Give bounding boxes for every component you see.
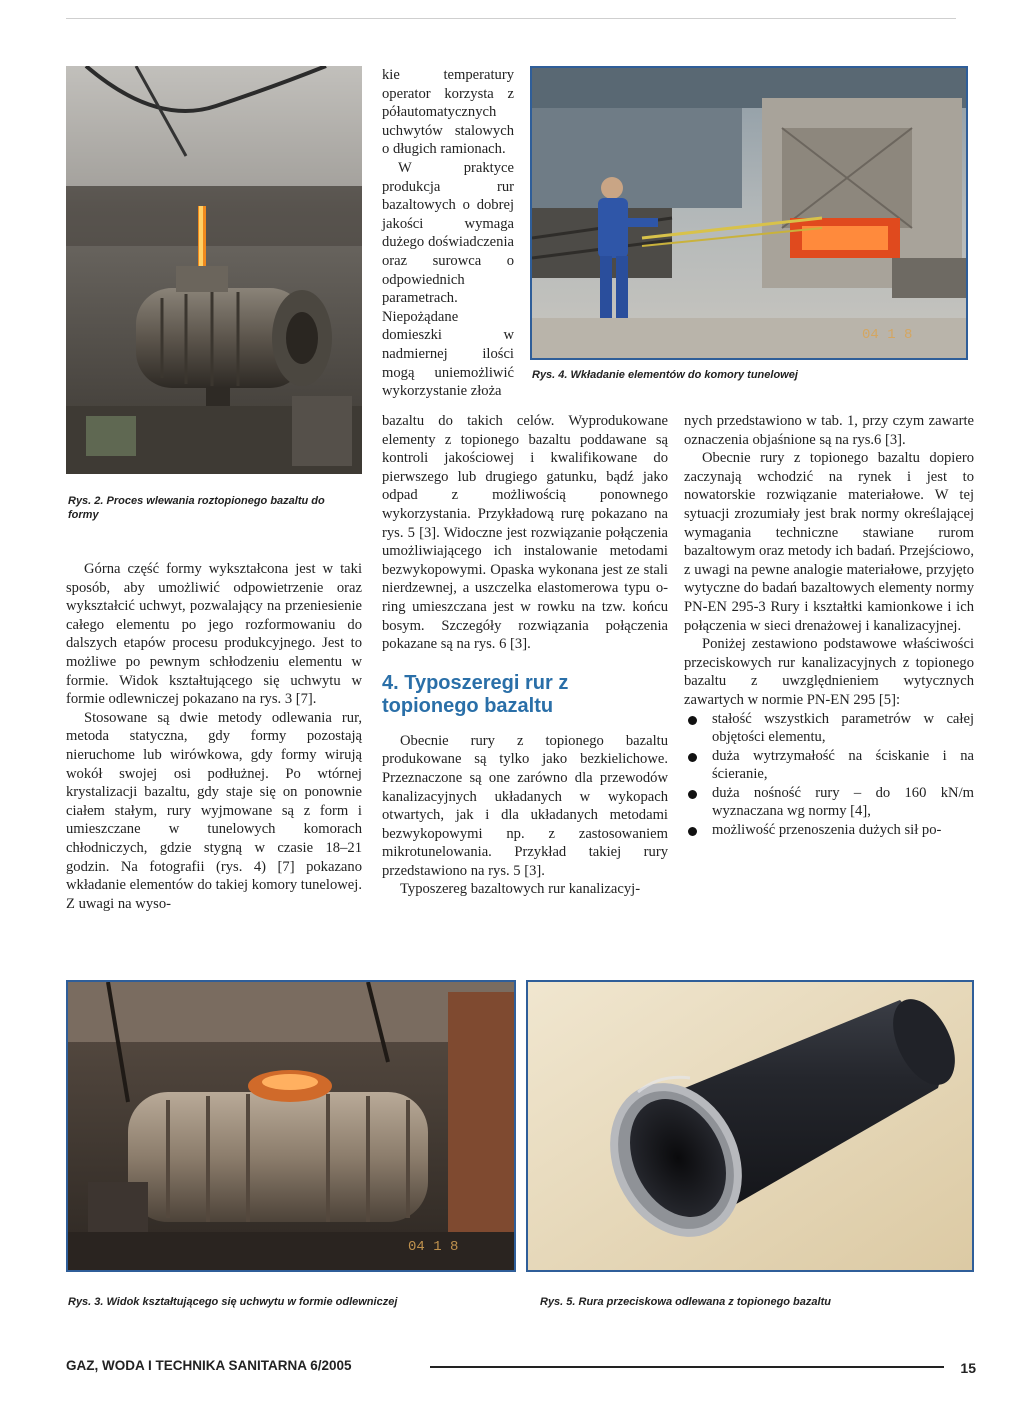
date-stamp: 04 1 8 bbox=[408, 1239, 459, 1255]
figure-4-caption: Rys. 4. Wkładanie elementów do komory tunelowej bbox=[532, 369, 798, 381]
column-2-narrow bbox=[382, 66, 514, 401]
paragraph: Typoszereg bazaltowych rur kanalizacyj- bbox=[400, 881, 641, 898]
paragraph: nych przedstawiono w tab. 1, przy czym zawarte oznaczenia objaśnione są na rys.6 [3]. bbox=[684, 413, 974, 448]
page-number: 15 bbox=[960, 1360, 976, 1376]
paragraph: Górna część formy wykształcona jest w taki sposób, aby umożliwić odpowietrzenie oraz wykształcić uchwyt, pozwalający na przeniesienie całego elementu po jego rozformowaniu do dalszych etapów procesu produkcyjnego. Jest to możliwe po pewnym schłodzeniu elementu w formie. Widok kształtującego się uchwytu w formie odlewniczej pokazano na rys. 3 [7]. bbox=[66, 561, 362, 708]
list-item: duża nośność rury – do 160 kN/m wyznaczana wg normy [4], bbox=[684, 784, 974, 821]
list-item: możliwość przenoszenia dużych sił po- bbox=[684, 821, 974, 840]
section-title: 4. Typoszeregi rur z topionego bazaltu bbox=[382, 671, 569, 717]
paragraph: Obecnie rury z topionego bazaltu dopiero zaczynają wchodzić na rynek i jest to nowatorskie rozwiązanie materiałowe. W tej sytuacji zrozumiały jest brak normy określającej wymagania techniczne stawiane rurom bazaltowym oraz metody ich badań. Przejściowo, z uwagi na pewne analogie materiałowe, przyjęto wytyczne do badań bazaltowych elementy normy PN-EN 295-3 Rury i kształtki kamionkowe i ich połączenia w sieci drenażowej i kanalizacyjnej. bbox=[684, 450, 974, 634]
list-item: duża wytrzymałość na ściskanie i na ścieranie, bbox=[684, 747, 974, 784]
paragraph: Obecnie rury z topionego bazaltu produkowane są tylko jako bezkielichowe. Przeznaczone są one zarówno dla przewodów kanalizacyjnych układanych w wykopach otwartych, jak i dla układanych metodami bezwykopowymi np. z zastosowaniem mikrotunelowania. Przykład takiej rury przedstawiono na rys. 5 [3]. bbox=[382, 732, 668, 879]
figure-5-caption: Rys. 5. Rura przeciskowa odlewana z topionego bazaltu bbox=[540, 1296, 831, 1308]
top-rule bbox=[66, 18, 956, 19]
list-item: stałość wszystkich parametrów w całej objętości elementu, bbox=[684, 710, 974, 747]
column-1 bbox=[66, 560, 362, 913]
date-stamp: 04 1 8 bbox=[862, 327, 913, 343]
page-footer bbox=[66, 1358, 976, 1378]
figure-4-photo bbox=[530, 66, 968, 360]
journal-title: GAZ, WODA I TECHNIKA SANITARNA 6/2005 bbox=[66, 1358, 352, 1373]
footer-rule bbox=[430, 1366, 944, 1368]
paragraph: bazaltu do takich celów. Wyprodukowane elementy z topionego bazaltu poddawane są kontroli jakościowej i kwalifikowane do pierwszego lub drugiego gatunku, bądź jako odpad z możliwością ponownego wykorzystania. Przykładową rurę pokazano na rys. 5 [3]. Widoczne jest rozwiązanie połączenia umożliwiającego ich instalowanie metodami bezwykopowymi. Opaska wykonana jest ze stali nierdzewnej, a uszczelka elastomerowa typu o-ring umieszczana jest w rowku na tzw. końcu bosym. Szczegóły rozwiązania połączenia pokazane są na rys. 6 [3]. bbox=[382, 413, 668, 653]
paragraph: Stosowane są dwie metody odlewania rur, metoda statyczna, gdy formy pozostają nieruchome lub wirówkowa, gdy formy wirują wokół swojej osi podłużnej. Po wtórnej krystalizacji bazaltu, gdy staje się on ponownie ciałem stałym, rury wyjmowane są z form i umieszczane w tunelowych komorach chłodniczych, gdzie stygną w czasie 18–21 godzin. Na fotografii (rys. 4) [7] pokazano wkładanie elementów do takiej komory tunelowej. Z uwagi na wyso- bbox=[66, 709, 362, 912]
figure-3-caption: Rys. 3. Widok kształtującego się uchwytu w formie odlewniczej bbox=[68, 1296, 398, 1308]
paragraph: kie temperatury operator korzysta z półautomatycznych uchwytów stalowych o długich ramionach. bbox=[382, 67, 514, 158]
paragraph: W praktyce produkcja rur bazaltowych o dobrej jakości wymaga dużego doświadczenia oraz surowca o odpowiednich parametrach. Niepożądane domieszki w nadmiernej ilości mogą uniemożliwić wykorzystanie złoża bbox=[382, 159, 514, 400]
figure-5-photo bbox=[526, 980, 974, 1272]
paragraph: Poniżej zestawiono podstawowe właściwości przeciskowych rur kanalizacyjnych z topionego bazaltu z uwzględnieniem wytycznych zawartych w normie PN-EN 295 [5]: bbox=[684, 636, 974, 708]
figure-2-photo bbox=[66, 66, 362, 474]
figure-3-photo bbox=[66, 980, 516, 1272]
column-3 bbox=[684, 412, 974, 840]
properties-list bbox=[684, 710, 974, 840]
figure-2-caption: Rys. 2. Proces wlewania roztopionego bazaltu do formy bbox=[68, 495, 325, 521]
column-2 bbox=[382, 412, 668, 899]
